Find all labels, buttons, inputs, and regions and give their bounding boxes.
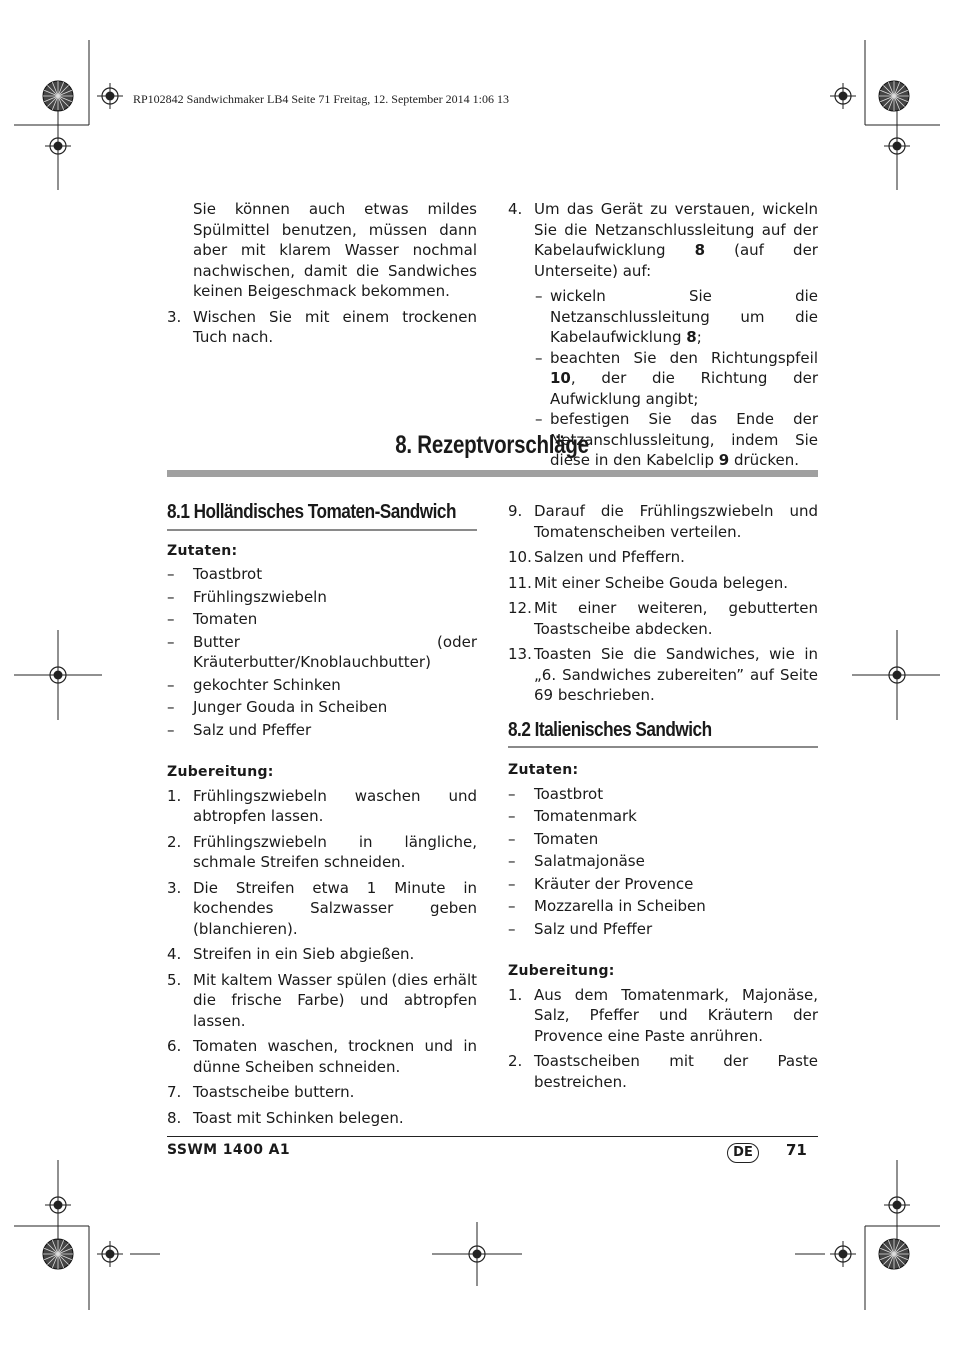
- part-reference: 8: [694, 241, 706, 259]
- step-number: 13.: [508, 645, 532, 663]
- step-text: Toasten Sie die Sandwiches, wie in „6. Sandwiches zubereiten” auf Seite 69 beschrieben.: [534, 645, 818, 704]
- list-item: [508, 644, 818, 706]
- ingredient: Kräuter der Provence: [534, 874, 694, 893]
- section-title: [508, 720, 818, 749]
- step-text: Toastscheibe buttern.: [193, 1083, 355, 1101]
- list-item: [508, 1051, 818, 1092]
- list-item: [508, 199, 818, 281]
- dash: –: [167, 698, 175, 716]
- step-number: 7.: [167, 1083, 182, 1101]
- crosshair-icon: [830, 83, 856, 109]
- dash: –: [508, 784, 516, 803]
- ingredient: Tomatenmark: [534, 807, 637, 825]
- list-item: [167, 697, 477, 718]
- dash: –: [167, 587, 175, 606]
- dash: –: [508, 897, 516, 915]
- list-item: [508, 985, 818, 1047]
- step-number: 3.: [167, 307, 182, 326]
- dash: –: [508, 852, 516, 870]
- registration-star-icon: [43, 1239, 73, 1269]
- crosshair-icon: [830, 1241, 856, 1267]
- step-text: Frühlingszwiebeln in längliche, schmale Streifen schneiden.: [193, 832, 477, 871]
- list-item: [508, 501, 818, 542]
- step-text: Tomaten waschen, trocknen und in dünne Scheiben schneiden.: [193, 1037, 477, 1076]
- list-item: [167, 564, 477, 585]
- part-reference: 9: [718, 451, 730, 469]
- step-number: 2.: [167, 832, 182, 851]
- step-number: 1.: [508, 985, 523, 1004]
- list-item: [167, 1082, 477, 1103]
- step-text: Mit kaltem Wasser spülen (dies erhält die frische Farbe) und abtropfen lassen.: [193, 970, 477, 1030]
- list-item: [508, 784, 818, 805]
- step-text: Salzen und Pfeffern.: [534, 548, 685, 566]
- list-item: [508, 829, 818, 850]
- step-number: 8.: [167, 1108, 182, 1127]
- ingredients-label: Zutaten:: [508, 762, 579, 778]
- registration-star-icon: [43, 81, 73, 111]
- step-number: 1.: [167, 786, 182, 805]
- list-item: [167, 632, 477, 673]
- registration-star-icon: [879, 1239, 909, 1269]
- list-item: [167, 878, 477, 940]
- part-reference: 10: [550, 369, 571, 387]
- ingredient: Salz und Pfeffer: [534, 919, 653, 938]
- dash: –: [535, 348, 543, 367]
- step-text: Mit einer weiteren, gebutterten Toastscheibe abdecken.: [534, 599, 818, 638]
- top-left-column: [167, 199, 477, 353]
- dash: –: [167, 632, 175, 651]
- sub-text: wickeln Sie die Netzanschlussleitung um die Kabelaufwicklung: [550, 287, 818, 346]
- dash: –: [508, 829, 516, 848]
- title-bar: [167, 470, 818, 477]
- step-text: Die Streifen etwa 1 Minute in kochendes Salzwasser geben (blanchieren).: [193, 878, 477, 938]
- ingredient: Butter (oder Kräuterbutter/Knoblauchbutter): [193, 632, 477, 671]
- step-number: 11.: [508, 573, 532, 592]
- list-item: [508, 573, 818, 594]
- crosshair-icon: [97, 83, 123, 109]
- preparation-list: [167, 786, 477, 1129]
- preparation-list: [508, 985, 818, 1093]
- ingredients-list: [508, 784, 818, 940]
- dash: –: [508, 919, 516, 938]
- list-item: [167, 944, 477, 965]
- section-title: [167, 502, 477, 531]
- ingredient: Tomaten: [193, 610, 258, 628]
- list-item: [508, 919, 818, 940]
- list-item: [167, 786, 477, 827]
- ingredient: Tomaten: [534, 829, 599, 848]
- sub-text: ;: [696, 328, 702, 346]
- sub-item: [508, 348, 818, 410]
- list-item: [508, 851, 818, 872]
- step-text: Toast mit Schinken belegen.: [193, 1108, 404, 1127]
- dash: –: [167, 610, 175, 628]
- section-title-text: 8.1 Holländisches Tomaten-Sandwich: [167, 501, 456, 523]
- chapter-title: 8. Rezeptvorschläge: [395, 431, 589, 459]
- cleaning-note: Sie können auch etwas mildes Spülmittel benutzen, müssen dann aber mit klarem Wasser nochmal nachwischen, damit die Sandwiches keinen Beigeschmack bekommen.: [193, 200, 477, 300]
- step-text: Um das Gerät zu verstauen, wickeln Sie die Netzanschlussleitung auf der Kabelaufwicklung: [534, 200, 818, 259]
- sub-text: befestigen Sie das Ende der Netzanschlussleitung, indem Sie diese in den Kabelclip: [550, 410, 818, 469]
- list-item: [167, 1108, 477, 1129]
- list-item: [167, 720, 477, 741]
- part-reference: 8: [686, 328, 697, 346]
- step-text: Aus dem Tomatenmark, Majonäse, Salz, Pfeffer und Kräutern der Provence eine Paste anrühren.: [534, 985, 818, 1045]
- ingredient: Salatmajonäse: [534, 852, 645, 870]
- list-item: [508, 806, 818, 827]
- dash: –: [508, 807, 516, 825]
- step-number: 3.: [167, 878, 182, 897]
- step-text: Toastscheiben mit der Paste bestreichen.: [534, 1052, 818, 1091]
- ingredient: Toastbrot: [534, 784, 604, 803]
- crosshair-icon: [97, 1241, 123, 1267]
- top-right-column: [508, 199, 818, 471]
- sub-item: [508, 286, 818, 348]
- list-item: [508, 874, 818, 895]
- list-item: [508, 896, 818, 917]
- step-number: 2.: [508, 1052, 523, 1070]
- step-number: 5.: [167, 970, 182, 989]
- footer-divider: [167, 1136, 818, 1137]
- list-item: [167, 675, 477, 696]
- step-text: Mit einer Scheibe Gouda belegen.: [534, 573, 788, 592]
- ingredient: Junger Gouda in Scheiben: [193, 698, 388, 716]
- step-number: 10.: [508, 548, 532, 566]
- step-number: 9.: [508, 502, 523, 520]
- step-text: Wischen Sie mit einem trockenen Tuch nach.: [193, 307, 477, 346]
- dash: –: [535, 410, 543, 428]
- list-item: [508, 598, 818, 639]
- sub-text: drücken.: [729, 451, 800, 469]
- dash: –: [535, 287, 543, 305]
- list-item: [167, 587, 477, 608]
- ingredient: gekochter Schinken: [193, 675, 341, 694]
- ingredients-list: [167, 564, 477, 740]
- ingredient: Salz und Pfeffer: [193, 720, 312, 739]
- dash: –: [167, 565, 175, 583]
- dash: –: [508, 874, 516, 893]
- ingredients-label: Zutaten:: [167, 542, 238, 559]
- registration-star-icon: [879, 81, 909, 111]
- step-text: (auf der Unterseite) auf:: [534, 241, 818, 280]
- right-column: [508, 501, 818, 1097]
- sub-text: , der die Richtung der Aufwicklung angibt;: [550, 369, 818, 408]
- printer-info-line: RP102842 Sandwichmaker LB4 Seite 71 Freitag, 12. September 2014 1:06 13: [133, 92, 509, 106]
- ingredient: Mozzarella in Scheiben: [534, 897, 706, 915]
- list-item: [167, 832, 477, 873]
- dash: –: [167, 675, 175, 694]
- list-item: [508, 547, 818, 568]
- step-text: Darauf die Frühlingszwiebeln und Tomatenscheiben verteilen.: [534, 502, 818, 541]
- list-item: [167, 609, 477, 630]
- page-number: 71: [786, 1141, 807, 1159]
- step-number: 12.: [508, 599, 532, 617]
- section-1-left-column: [167, 502, 477, 1133]
- step-number: 6.: [167, 1037, 182, 1055]
- preparation-label: Zubereitung:: [167, 764, 274, 780]
- section-title-text: 8.2 Italienisches Sandwich: [508, 718, 712, 741]
- model-number: SSWM 1400 A1: [167, 1142, 291, 1158]
- step-text: Streifen in ein Sieb abgießen.: [193, 945, 415, 963]
- list-item: [167, 307, 477, 348]
- step-text: Frühlingszwiebeln waschen und abtropfen lassen.: [193, 786, 477, 825]
- list-item: [167, 970, 477, 1032]
- step-number: 4.: [167, 945, 182, 963]
- preparation-label: Zubereitung:: [508, 963, 615, 979]
- ingredient: Frühlingszwiebeln: [193, 587, 327, 606]
- sub-text: beachten Sie den Richtungspfeil: [550, 348, 818, 367]
- dash: –: [167, 720, 175, 739]
- language-badge: DE: [727, 1143, 759, 1163]
- list-item: [167, 1036, 477, 1077]
- step-number: 4.: [508, 200, 523, 218]
- ingredient: Toastbrot: [193, 565, 263, 583]
